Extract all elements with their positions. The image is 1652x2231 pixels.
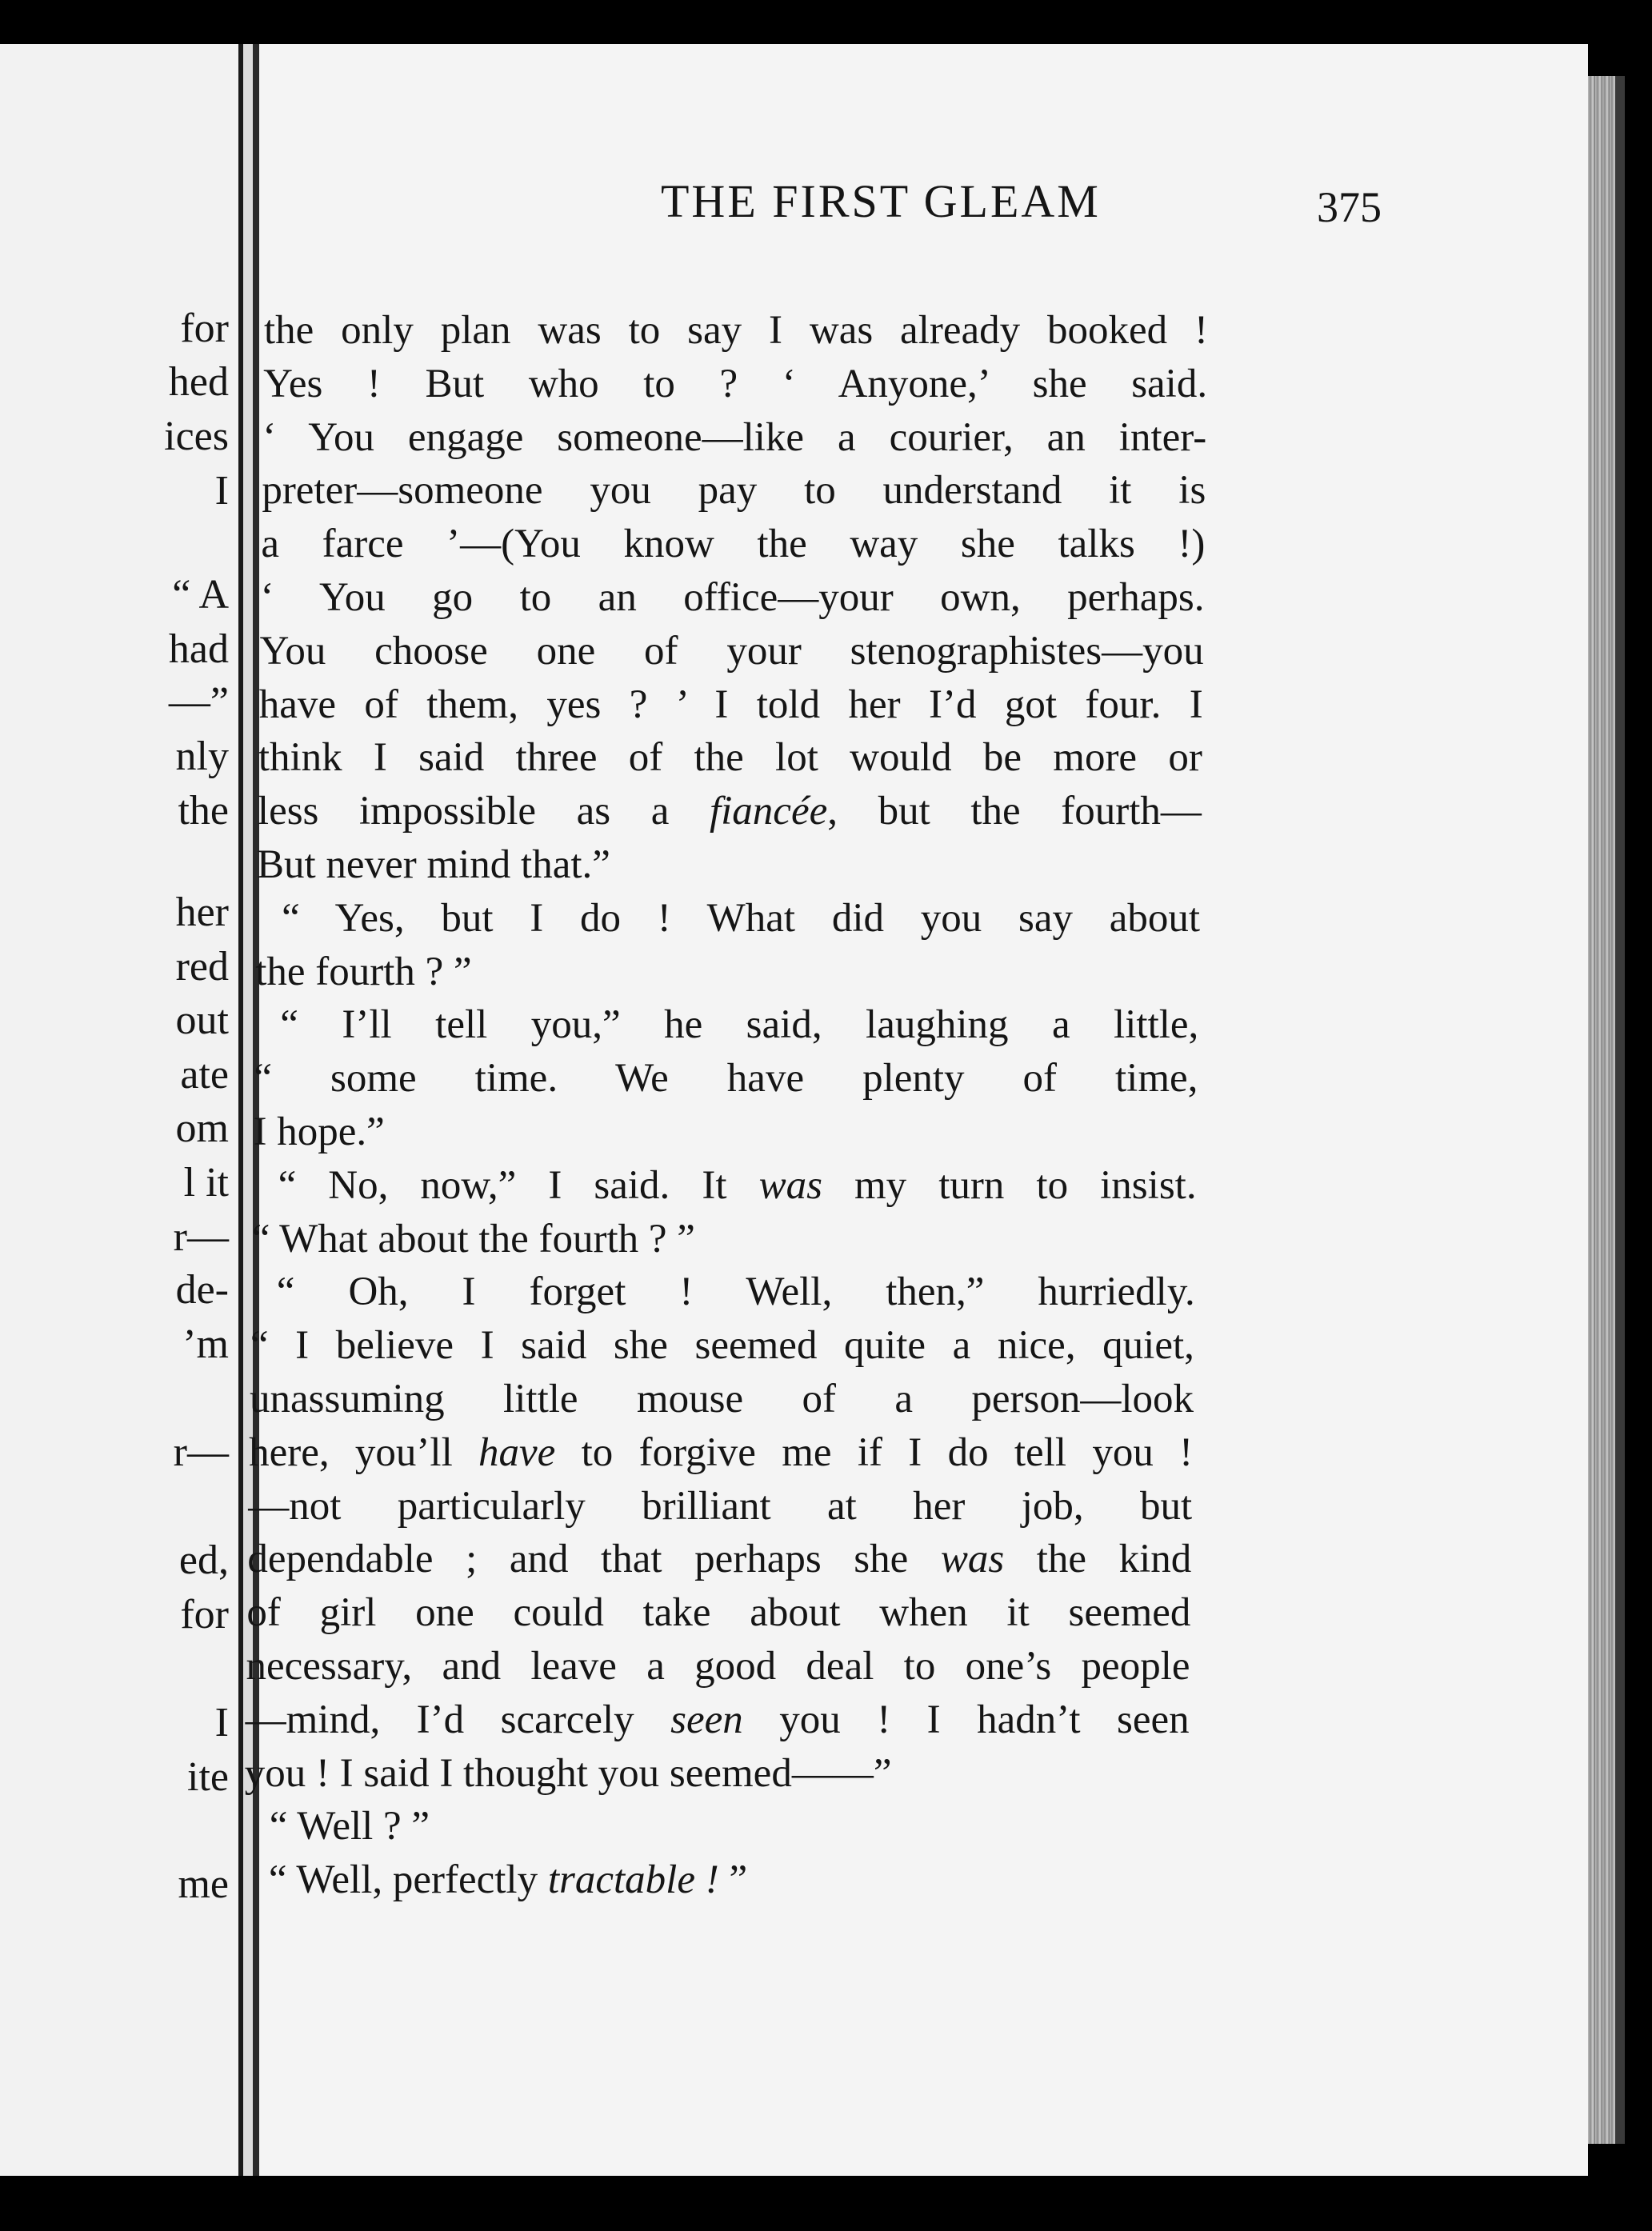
line-text: —mind, I’d scarcely: [245, 1697, 671, 1742]
text-line: [255, 949, 472, 994]
line-text: “ What about the fourth ? ”: [251, 1216, 695, 1261]
left-page-fragment: ate: [180, 1052, 229, 1098]
left-page-fragment: ices: [164, 414, 229, 459]
left-page-fragment: the: [178, 788, 229, 834]
line-text: You choose one of your stenographistes—you: [259, 628, 1204, 674]
text-line: [270, 1806, 430, 1847]
text-line: [262, 414, 1207, 460]
text-line: [258, 735, 1202, 781]
line-text: “ Well, perfectly: [268, 1857, 548, 1903]
line-text: dependable ; and that perhaps she: [247, 1537, 941, 1582]
text-line: [249, 1429, 1194, 1475]
left-page-fragment: hed: [168, 359, 229, 405]
line-text: “ I’ll tell you,” he said, laughing a little,: [280, 1002, 1199, 1048]
text-line: [262, 468, 1206, 514]
line-text: Yes ! But who to ? ‘ Anyone,’ she said.: [263, 361, 1208, 406]
line-text: “ some time. We have plenty of time,: [254, 1056, 1198, 1102]
left-page-fragment: ed,: [178, 1537, 229, 1583]
text-line: [278, 1162, 1197, 1208]
left-page-fragment: out: [175, 998, 229, 1043]
left-page-fragment: “ A: [172, 572, 229, 618]
line-text: “ Yes, but I do ! What did you say about: [282, 895, 1201, 941]
line-text: have of them, yes ? ’ I told her I’d got four. I: [258, 682, 1203, 727]
text-line: [268, 1857, 748, 1903]
line-text: think I said three of the lot would be more or: [258, 735, 1202, 781]
text-line: [250, 1379, 1194, 1420]
italic-emphasis: tractable !: [547, 1857, 719, 1903]
line-text: here, you’ll: [249, 1429, 479, 1475]
text-line: [261, 524, 1205, 565]
left-page-fragment: her: [175, 890, 229, 935]
left-page-fragment: I: [214, 1700, 229, 1745]
line-text: But never mind that.”: [257, 842, 610, 887]
line-text: unassuming little mouse of a person—look: [250, 1377, 1194, 1421]
left-page-fragment: red: [175, 944, 229, 990]
left-page-fragment: r—: [173, 1429, 229, 1475]
left-page-fragment: for: [180, 1592, 229, 1637]
text-line: [258, 791, 1202, 832]
text-line: [245, 1697, 1190, 1742]
text-line: [264, 310, 1208, 351]
page-header: [413, 174, 1381, 238]
line-text: ‘ You go to an office—your own, perhaps.: [260, 575, 1205, 620]
text-line: [246, 1646, 1190, 1687]
text-line: [254, 1112, 385, 1153]
line-text: a farce ’—(You know the way she talks !): [261, 522, 1206, 567]
line-text: the kind: [1004, 1537, 1192, 1582]
line-text: “ I believe I said she seemed quite a nice, quiet,: [250, 1323, 1194, 1369]
italic-emphasis: was: [758, 1162, 822, 1208]
text-line: [250, 1323, 1194, 1369]
line-text: the fourth ? ”: [255, 949, 472, 994]
line-text: the only plan was to say I was already booked !: [264, 308, 1208, 353]
line-text: less impossible as a: [257, 789, 710, 834]
italic-emphasis: have: [478, 1429, 556, 1475]
left-page-fragment: ite: [187, 1754, 229, 1800]
text-line: [259, 628, 1204, 674]
left-page-fragment: me: [178, 1861, 229, 1907]
left-page-fragment: nly: [175, 734, 229, 779]
line-text: ”: [718, 1857, 748, 1903]
text-line: [257, 842, 610, 887]
book-gutter: [243, 44, 253, 2176]
line-text: , but the fourth—: [827, 789, 1202, 834]
text-line: [263, 361, 1208, 406]
line-text: you ! I said I thought you seemed——”: [244, 1750, 892, 1796]
text-line: [282, 895, 1201, 941]
left-page-fragment: l it: [183, 1160, 229, 1205]
line-text: “ Oh, I forget ! Well, then,” hurriedly.: [276, 1269, 1195, 1315]
line-text: —not particularly brilliant at her job, but: [248, 1483, 1193, 1529]
left-page-fragment: ’m: [182, 1321, 229, 1367]
line-text: “ Well ? ”: [269, 1804, 430, 1849]
line-text: I hope.”: [253, 1110, 385, 1154]
left-page-fragment: om: [175, 1106, 229, 1151]
line-text: ‘ You engage someone—like a courier, an inter-: [262, 414, 1207, 460]
line-text: “ No, now,” I said. It: [278, 1162, 759, 1208]
italic-emphasis: fiancée: [709, 789, 828, 834]
page-number: 375: [1317, 183, 1382, 231]
line-text: to forgive me if I do tell you !: [555, 1429, 1194, 1475]
text-line: [260, 575, 1205, 620]
text-line: [258, 682, 1203, 727]
text-line: [248, 1483, 1193, 1529]
left-page-fragment: I: [214, 468, 229, 514]
left-page-fragment: de-: [175, 1267, 229, 1313]
left-facing-page: [0, 44, 243, 2176]
running-title: THE FIRST GLEAM: [661, 175, 1101, 227]
text-line: [251, 1216, 695, 1261]
text-line: [244, 1750, 892, 1796]
line-text: you ! I hadn’t seen: [742, 1697, 1190, 1742]
text-line: [246, 1590, 1191, 1636]
left-page-fragment: had: [168, 626, 229, 672]
text-line: [276, 1269, 1195, 1315]
line-text: of girl one could take about when it seemed: [246, 1590, 1191, 1636]
page-edge-shadow: [1615, 76, 1625, 2144]
line-text: preter—someone you pay to understand it is: [262, 468, 1206, 514]
left-page-fragment: for: [180, 306, 229, 351]
line-text: my turn to insist.: [822, 1162, 1197, 1208]
italic-emphasis: seen: [670, 1697, 743, 1742]
text-line: [254, 1056, 1198, 1102]
line-text: necessary, and leave a good deal to one’s people: [246, 1644, 1190, 1689]
italic-emphasis: was: [940, 1537, 1005, 1582]
text-line: [247, 1539, 1191, 1580]
text-line: [280, 1002, 1199, 1048]
stacked-page-edges: [1588, 76, 1615, 2144]
left-page-fragment: —”: [168, 679, 229, 725]
left-page-fragment: r—: [173, 1214, 229, 1260]
